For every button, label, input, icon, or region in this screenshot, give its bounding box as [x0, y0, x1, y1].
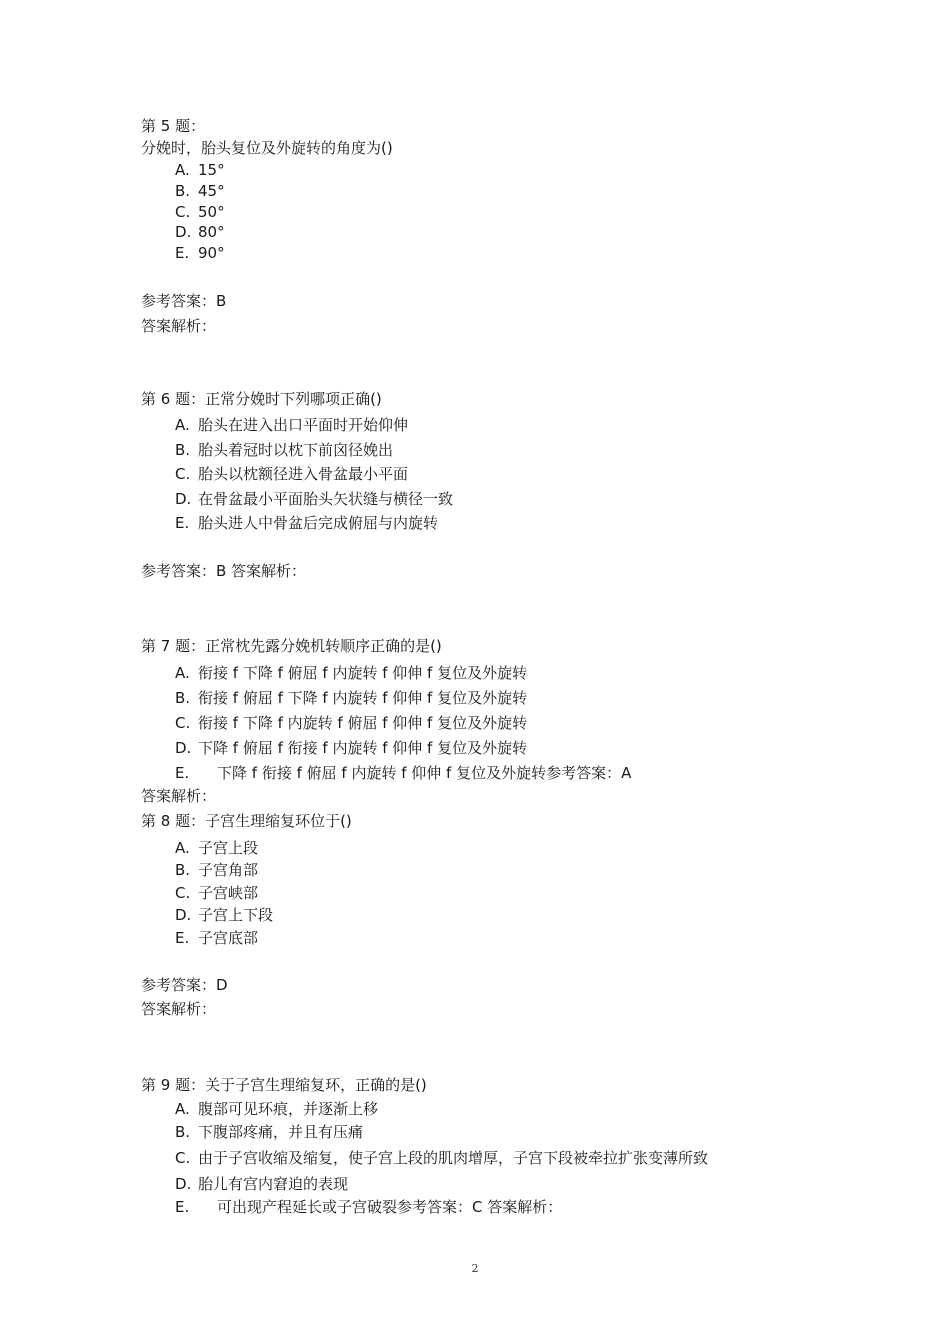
question-8-option-e [175, 929, 258, 947]
option-text: 衔接 f 下降 f 内旋转 f 俯屈 f 仰伸 f 复位及外旋转 [198, 714, 528, 732]
question-5-option-e [175, 244, 225, 262]
question-8-answer: 参考答案：D [141, 976, 228, 994]
question-5-answer: 参考答案：B [141, 292, 227, 310]
question-5-option-a [175, 161, 225, 179]
question-7-option-a [175, 664, 527, 682]
option-text: 子宫上段 [198, 839, 259, 857]
option-text: 90° [198, 244, 225, 262]
option-text: 80° [198, 223, 225, 241]
question-5-option-b [175, 182, 225, 200]
option-letter: D. [175, 1175, 192, 1193]
option-letter: C. [175, 1149, 191, 1167]
question-7-option-d [175, 739, 527, 757]
option-letter: A. [175, 664, 190, 682]
option-letter: A. [175, 416, 190, 434]
question-9-option-a [175, 1100, 378, 1118]
question-7-stem: 第 7 题：正常枕先露分娩机转顺序正确的是() [141, 637, 442, 655]
question-6-option-a [175, 416, 408, 434]
option-letter: C. [175, 203, 191, 221]
option-letter: E. [175, 514, 190, 532]
option-letter: E. [175, 244, 190, 262]
question-5-explanation: 答案解析： [141, 317, 217, 335]
question-6-answer: 参考答案：B 答案解析： [141, 562, 307, 580]
question-8-stem: 第 8 题：子宫生理缩复环位于() [141, 812, 352, 830]
option-letter: E. [175, 929, 190, 947]
option-letter: B. [175, 1123, 191, 1141]
option-letter: C. [175, 884, 191, 902]
question-8-explanation: 答案解析： [141, 1000, 217, 1018]
question-6-option-e [175, 514, 438, 532]
question-8-option-c [175, 884, 258, 902]
option-letter: A. [175, 161, 190, 179]
option-letter: B. [175, 689, 191, 707]
option-letter: D. [175, 223, 192, 241]
question-5-header: 第 5 题： [141, 117, 206, 135]
option-text: 下降 f 衔接 f 俯屈 f 内旋转 f 仰伸 f 复位及外旋转参考答案：A [217, 764, 632, 782]
question-8-option-a [175, 839, 258, 857]
question-6-option-b [175, 441, 393, 459]
option-text: 在骨盆最小平面胎头矢状缝与横径一致 [198, 490, 454, 508]
option-text: 由于子宫收缩及缩复，使子宫上段的肌肉增厚，子宫下段被牵拉扩张变薄所致 [198, 1149, 709, 1167]
option-letter: E. [175, 764, 190, 782]
option-text: 下降 f 俯屈 f 衔接 f 内旋转 f 仰伸 f 复位及外旋转 [198, 739, 528, 757]
option-letter: B. [175, 182, 191, 200]
question-8-option-d [175, 906, 273, 924]
page-number: 2 [471, 1262, 479, 1275]
option-text: 子宫上下段 [198, 906, 274, 924]
question-9-stem: 第 9 题：关于子宫生理缩复环，正确的是() [141, 1076, 427, 1094]
question-6-stem: 第 6 题：正常分娩时下列哪项正确() [141, 390, 382, 408]
question-8-option-b [175, 861, 258, 879]
question-5-stem: 分娩时，胎头复位及外旋转的角度为() [141, 139, 393, 157]
option-letter: E. [175, 1198, 190, 1216]
question-9-option-e [175, 1198, 562, 1216]
question-6-option-c [175, 465, 408, 483]
option-text: 腹部可见环痕，并逐渐上移 [198, 1100, 379, 1118]
question-7-option-e [175, 764, 631, 782]
option-letter: D. [175, 906, 192, 924]
option-text: 15° [198, 161, 225, 179]
option-text: 胎头着冠时以枕下前囟径娩出 [198, 441, 394, 459]
option-letter: A. [175, 839, 190, 857]
option-text: 子宫峡部 [198, 884, 259, 902]
option-letter: B. [175, 441, 191, 459]
option-text: 胎儿有宫内窘迫的表现 [198, 1175, 349, 1193]
option-text: 50° [198, 203, 225, 221]
question-5-option-d [175, 223, 225, 241]
option-text: 下腹部疼痛，并且有压痛 [198, 1123, 364, 1141]
option-text: 45° [198, 182, 225, 200]
question-9-option-c [175, 1149, 708, 1167]
option-text: 胎头进人中骨盆后完成俯屈与内旋转 [198, 514, 439, 532]
option-text: 胎头在进入出口平面时开始仰伸 [198, 416, 409, 434]
option-text: 可出现产程延长或子宫破裂参考答案：C 答案解析： [217, 1198, 563, 1216]
option-letter: B. [175, 861, 191, 879]
option-text: 子宫底部 [198, 929, 259, 947]
option-letter: D. [175, 490, 192, 508]
option-letter: C. [175, 465, 191, 483]
option-text: 衔接 f 下降 f 俯屈 f 内旋转 f 仰伸 f 复位及外旋转 [198, 664, 528, 682]
question-7-option-b [175, 689, 527, 707]
option-letter: A. [175, 1100, 190, 1118]
question-9-option-b [175, 1123, 363, 1141]
question-5-option-c [175, 203, 225, 221]
option-text: 衔接 f 俯屈 f 下降 f 内旋转 f 仰伸 f 复位及外旋转 [198, 689, 528, 707]
option-letter: C. [175, 714, 191, 732]
question-9-option-d [175, 1175, 348, 1193]
question-7-explanation: 答案解析： [141, 787, 217, 805]
question-6-option-d [175, 490, 453, 508]
question-7-option-c [175, 714, 527, 732]
option-letter: D. [175, 739, 192, 757]
option-text: 胎头以枕额径进入骨盆最小平面 [198, 465, 409, 483]
option-text: 子宫角部 [198, 861, 259, 879]
